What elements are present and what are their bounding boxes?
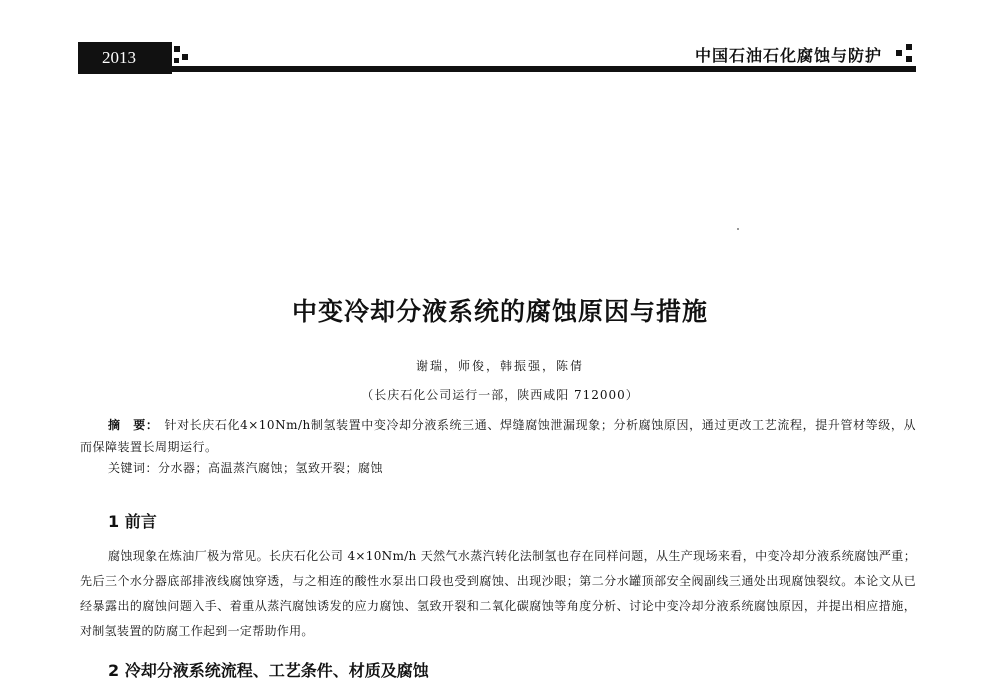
header-ornament-right	[906, 44, 912, 50]
body-paragraph: 腐蚀现象在炼油厂极为常见。长庆石化公司 4×10Nm/h 天然气水蒸汽转化法制氢也存在同样问题，从生产现场来看，中变冷却分液系统腐蚀严重；先后三个水分器底部排液线腐蚀穿透，与之相连的酸性水泵出口段也受到腐蚀、出现沙眼；第二分水罐顶部安全阀副线三通处出现腐蚀裂纹。本论文从已经暴露出的腐蚀问题入手、着重从蒸汽腐蚀诱发的应力腐蚀、氢致开裂和二氧化碳腐蚀等角度分析、讨论中变冷却分液系统腐蚀原因，并提出相应措施，对制氢装置的防腐工作起到一定帮助作用。	[80, 549, 916, 638]
scan-speck	[737, 228, 739, 230]
header-ornament-left	[174, 58, 179, 63]
keywords-label: 关键词：	[108, 461, 159, 475]
affiliation: （长庆石化公司运行一部，陕西咸阳 712000）	[361, 388, 639, 402]
header-ornament-right	[896, 50, 902, 56]
header-ornament-right	[906, 56, 912, 62]
section-heading: 2 冷却分液系统流程、工艺条件、材质及腐蚀	[108, 661, 429, 680]
header-rule	[172, 66, 916, 72]
abstract-text: 针对长庆石化4×10Nm/h制氢装置中变冷却分液系统三通、焊缝腐蚀泄漏现象；分析腐蚀原因，通过更改工艺流程，提升管材等级，从而保障装置长周期运行。	[80, 418, 916, 454]
header-ornament-left	[182, 54, 188, 60]
running-header	[78, 42, 916, 74]
keywords-text: 分水器；高温蒸汽腐蚀；氢致开裂；腐蚀	[158, 461, 384, 475]
abstract	[80, 414, 916, 458]
article-title: 中变冷却分液系统的腐蚀原因与措施	[291, 297, 708, 326]
section-heading: 1 前言	[108, 512, 157, 531]
keywords	[108, 459, 383, 476]
header-year: 2013	[78, 42, 172, 74]
journal-name: 中国石油石化腐蚀与防护	[694, 46, 882, 65]
authors: 谢瑞，师俊，韩振强，陈倩	[415, 359, 584, 373]
abstract-label: 摘 要：	[108, 418, 159, 432]
header-ornament-left	[174, 46, 180, 52]
